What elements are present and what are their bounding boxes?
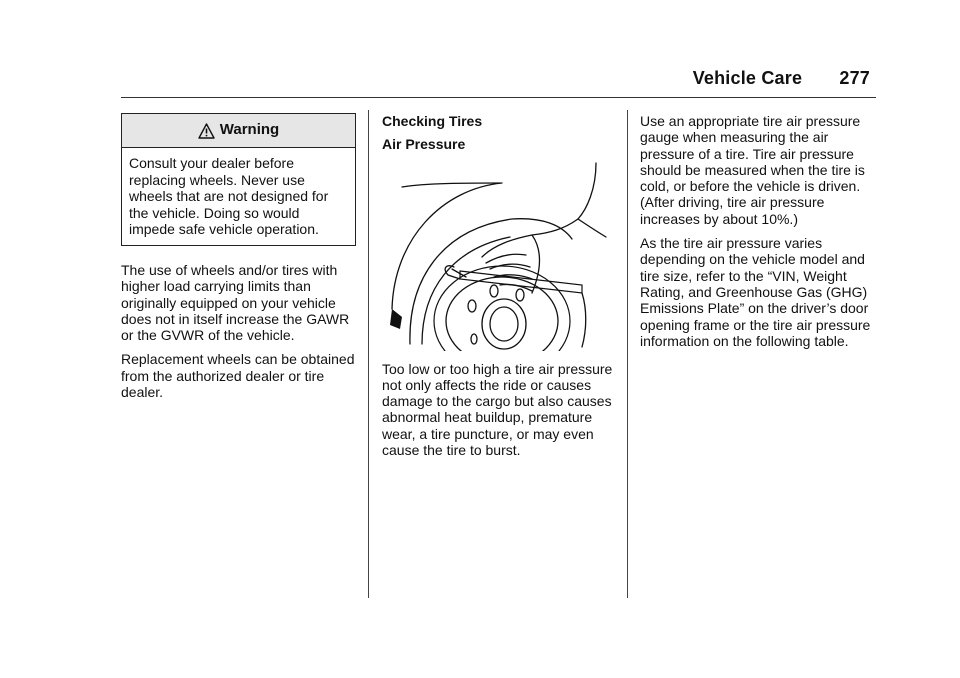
page-header [693, 68, 870, 89]
warning-text: Consult your dealer before replacing wheels. Never use wheels that are not designed for the vehicle. Doing so would impede safe vehicle operation. [129, 155, 329, 238]
column-2 [382, 113, 614, 466]
subsection-heading: Air Pressure [382, 136, 466, 153]
paragraph: Use an appropriate tire air pressure gauge when measuring the air pressure of a tire. Tire air pressure should be measured when the tire is cold, or before the vehicle is driven. (After driving, tire air pressure increases by about 10%.) [640, 113, 865, 227]
column-divider-1 [368, 110, 369, 598]
column-divider-2 [627, 110, 628, 598]
section-heading: Checking Tires [382, 113, 483, 129]
warning-header [122, 114, 355, 148]
paragraph: Replacement wheels can be obtained from the authorized dealer or tire dealer. [121, 351, 355, 401]
warning-triangle-icon [198, 123, 215, 139]
tire-pressure-gauge-illustration [382, 159, 614, 351]
section-title: Vehicle Care [692, 68, 803, 88]
header-rule [121, 97, 876, 98]
page-number: 277 [839, 68, 870, 88]
warning-title: Warning [219, 121, 280, 139]
paragraph: The use of wheels and/or tires with higher load carrying limits than originally equipped on your vehicle does not in itself increase the GAWR or the GVWR of the vehicle. [121, 261, 350, 344]
column-1 [121, 113, 356, 408]
warning-box [121, 113, 356, 246]
paragraph: As the tire air pressure varies depending on the vehicle model and tire size, refer to the “VIN, Weight Rating, and Greenhouse Gas (GHG) Emissions Plate” on the driver’s door opening frame or the tire air pressure information on the following table. [640, 235, 871, 349]
paragraph: Too low or too high a tire air pressure not only affects the ride or causes damage to the cargo but also causes abnormal heat buildup, premature wear, a tire puncture, or may even cause the tire to burst. [382, 360, 613, 459]
column-3 [640, 113, 880, 357]
